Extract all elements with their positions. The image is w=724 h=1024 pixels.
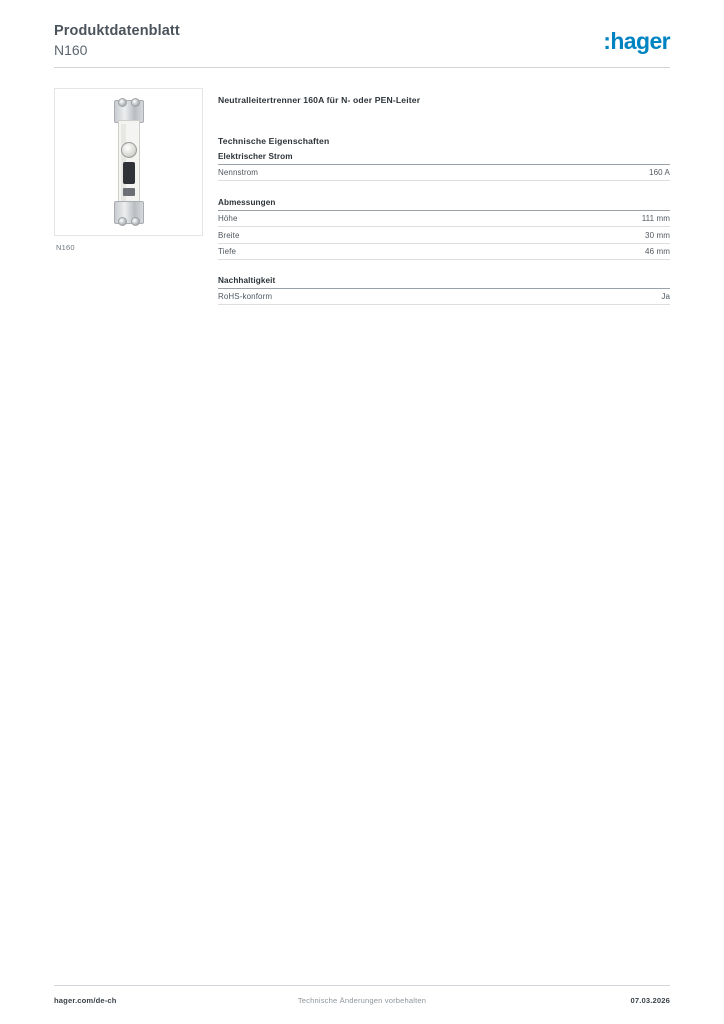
page-title: Produktdatenblatt xyxy=(54,23,180,39)
footer-divider xyxy=(54,985,670,986)
spec-label: Tiefe xyxy=(218,246,236,256)
header-divider xyxy=(54,67,670,68)
product-photo-icon xyxy=(55,89,202,235)
spec-row xyxy=(218,165,670,181)
spec-group-title: Elektrischer Strom xyxy=(218,152,670,165)
screw-icon xyxy=(118,217,127,226)
product-image-frame xyxy=(54,88,203,236)
spec-group-title: Nachhaltigkeit xyxy=(218,276,670,289)
spec-value: 30 mm xyxy=(645,230,670,240)
spec-value: 111 mm xyxy=(641,214,670,224)
screw-icon xyxy=(118,98,127,107)
spacer xyxy=(218,181,670,198)
footer-disclaimer: Technische Änderungen vorbehalten xyxy=(297,996,427,1005)
spec-value: 160 A xyxy=(649,168,670,178)
device-illustration xyxy=(112,100,146,224)
device-slot xyxy=(123,162,135,184)
product-description: Neutralleitertrenner 160A für N- oder PEN-Leiter xyxy=(218,95,421,105)
spec-row xyxy=(218,244,670,260)
spec-label: Breite xyxy=(218,230,240,240)
spec-row xyxy=(218,289,670,305)
image-caption: N160 xyxy=(56,243,75,252)
footer-website-link[interactable]: hager.com/de-ch xyxy=(54,996,117,1005)
device-slot-secondary xyxy=(123,188,135,196)
spec-group-electric-current xyxy=(218,152,670,181)
page-header xyxy=(54,22,670,68)
main-content xyxy=(218,95,670,305)
spec-group-dimensions xyxy=(218,198,670,260)
spec-group-sustainability xyxy=(218,276,670,305)
spacer xyxy=(218,260,670,276)
terminal-bottom-icon xyxy=(114,201,144,224)
spec-label: Nennstrom xyxy=(218,168,259,178)
footer-date: 07.03.2026 xyxy=(630,996,670,1005)
spec-row xyxy=(218,211,670,227)
section-heading-technical: Technische Eigenschaften xyxy=(218,136,330,146)
screw-icon xyxy=(131,217,140,226)
page-footer xyxy=(54,996,670,1005)
rotary-knob-icon xyxy=(121,142,137,158)
spec-label: RoHS-konform xyxy=(218,291,273,301)
hager-logo: :hager xyxy=(603,28,670,54)
spec-value: 46 mm xyxy=(645,246,670,256)
spec-row xyxy=(218,227,670,243)
spec-group-title: Abmessungen xyxy=(218,198,670,211)
header-titles xyxy=(54,22,180,59)
spec-label: Höhe xyxy=(218,214,238,224)
spec-value: Ja xyxy=(661,291,670,301)
screw-icon xyxy=(131,98,140,107)
product-code-subtitle: N160 xyxy=(54,42,88,58)
